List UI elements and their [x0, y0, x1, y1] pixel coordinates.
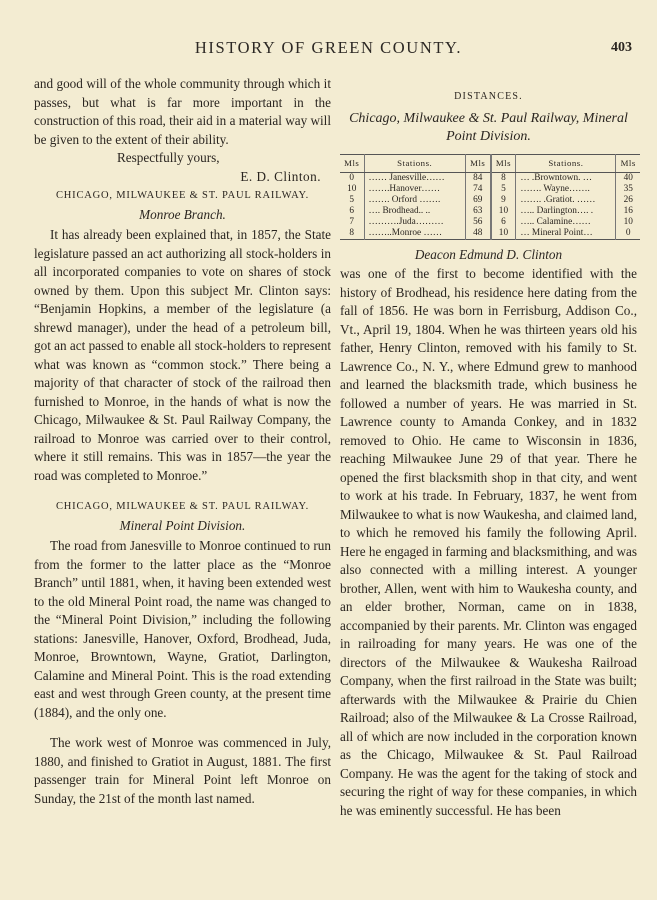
paragraph-construction: The work west of Monroe was commenced in July, 1880, and finished to Gratiot in August, 1881. The first passenger train for Mineral Point left Monroe on Sunday, the 21st of the month last named.: [34, 735, 331, 806]
table-row: [340, 206, 640, 217]
table-cell: ……. .Gratiot. ……: [516, 195, 616, 206]
table-cell: 9: [491, 195, 516, 206]
table-cell: 8: [340, 228, 364, 240]
table-cell: 0: [625, 227, 631, 238]
table-cell: 0: [340, 172, 364, 184]
table-cell: 6: [340, 206, 364, 217]
table-cell: 6: [491, 217, 516, 228]
table-cell: 56: [465, 217, 490, 228]
subheading-mineral-point: Mineral Point Division.: [119, 517, 246, 533]
col-header: Stations.: [516, 154, 616, 172]
table-cell: … Mineral Point…: [516, 228, 616, 240]
table-cell: ……..Monroe ……: [364, 228, 465, 240]
distances-table: [340, 154, 640, 240]
biography: [340, 265, 637, 820]
table-row: [340, 217, 640, 228]
table-cell: 63: [465, 206, 490, 217]
paragraph-biography: was one of the first to become identified with the history of Brodhead, his residence here dating from the fall of 1856. He was born in Ferrisburg, Addison Co., Vt., April 19, 1804. When he was thirteen years old his father, Henry Clinton, removed with his family to St. Lawrence Co., N. Y., where Edmund grew to manhood and learned the blacksmith trade, which business he followed a number of years. He was married in St. Lawrence county to Amanda Conkey, and in 1832 removed to Ohio. He came to Wisconsin in 1836, reaching Milwaukee June 29 of that year. There he opened the first blacksmith shop in that city, and went to work at his trade. In February, 1837, he went from Milwaukee to what is now Waukesha, and claimed land, to which he removed his family the following April. Here he engaged in farming and blacksmithing, and was also connected with a milling interest. A younger brother, Allen, went with him to Waukesha county, and an elder brother, Norman, came on in 1838, accompanied by their parents. Mr. Clinton was engaged in railroading for many years. He was one of the directors of the Milwaukee & Waukesha Railroad Company, when the first railroad in the State was built; afterwards with the Milwaukee & Prairie du Chien Railroad; also of the Milwaukee & La Crosse Railroad, all of which are now included in the corporation known as the Chicago, Milwaukee & St. Paul Railroad Company. He was the agent for the taking of stock and securing the right of way for these companies, in which he was eminently successful. He has been: [340, 266, 637, 818]
right-column: [340, 88, 637, 820]
table-cell: 7: [340, 217, 364, 228]
table-cell: ……….Juda………: [364, 217, 465, 228]
table-cell: 35: [623, 183, 633, 194]
table-cell: 5: [491, 184, 516, 195]
col-header: Stations.: [364, 154, 465, 172]
table-cell: 74: [465, 184, 490, 195]
running-title: HISTORY OF GREEN COUNTY.: [194, 38, 463, 57]
table-cell: 10: [491, 206, 516, 217]
section-heading-railway: CHICAGO, MILWAUKEE & ST. PAUL RAILWAY.: [55, 190, 310, 201]
table-cell: 48: [465, 228, 490, 240]
page-header: [0, 38, 657, 62]
table-cell: 8: [491, 172, 516, 184]
table-cell: ….. Calamine……: [516, 217, 616, 228]
col-header: Mls: [465, 154, 490, 172]
left-column: [34, 75, 331, 808]
col-header: Mls: [491, 154, 516, 172]
table-cell: ……. Wayne…….: [516, 184, 616, 195]
page-number: 403: [611, 40, 632, 55]
col-header: Mls: [616, 154, 640, 172]
distances-header-row: [340, 154, 640, 172]
table-cell: … .Browntown. …: [516, 172, 616, 184]
distances-subtitle: Chicago, Milwaukee & St. Paul Railway, Mineral Point Division.: [349, 110, 628, 144]
table-cell: 40: [623, 172, 633, 183]
table-row: [340, 172, 640, 184]
table-cell: 10: [623, 216, 633, 227]
table-cell: ….. Darlington…. .: [516, 206, 616, 217]
table-cell: 10: [340, 184, 364, 195]
table-cell: …….Hanover……: [364, 184, 465, 195]
col-header: Mls: [340, 154, 364, 172]
table-row: [340, 184, 640, 195]
section-heading-railway-2: CHICAGO, MILWAUKEE & ST. PAUL RAILWAY.: [55, 501, 310, 512]
table-cell: …… Janesville……: [364, 172, 465, 184]
table-cell: 26: [623, 194, 633, 205]
table-cell: 10: [491, 228, 516, 240]
distances-title: DISTANCES.: [454, 91, 523, 102]
table-cell: ……. Orford …….: [364, 195, 465, 206]
letter-closing: Respectfully yours,: [117, 150, 220, 165]
paragraph-mineral-point: The road from Janesville to Monroe continued to run from the former to the latter place as the “Monroe Branch” until 1881, when, it having been extended west to the old Mineral Point road, the name was changed to the “Mineral Point Division,” including the following stations: Janesville, Hanover, Oxford, Brodhead, Juda, Monroe, Browntown, Wayne, Gratiot, Darlington, Calamine and Mineral Point. This is the road extending east and west through Green county, at the present time (1884), and the only one.: [34, 538, 331, 720]
table-row: [340, 195, 640, 206]
table-cell: 16: [623, 205, 633, 216]
letter-signature: E. D. Clinton.: [240, 168, 321, 184]
paragraph-monroe-branch: It has already been explained that, in 1857, the State legislature passed an act authorizing all stock-holders in all incorporated companies to vote on shares of stock owned by them. Upon this subject Mr. Clinton says: “Benjamin Hopkins, a member of the legislature (a shrewd manager), under the head of a petroleum bill, got an act passed to enable all stock-holders to represent what was known as “common stock.” There being a majority of that character of stock of the railroad then furnished to Monroe, in the hands of what is now the Chicago, Milwaukee & St. Paul Railway Company, the railroad to Monroe was carried over to their control, where it still remains. This was in 1857—the year the road was completed to Monroe.”: [34, 227, 331, 483]
table-cell: 69: [465, 195, 490, 206]
biography-title: Deacon Edmund D. Clinton: [414, 246, 563, 262]
subheading-monroe-branch: Monroe Branch.: [139, 206, 226, 222]
table-row: [340, 228, 640, 240]
table-cell: …. Brodhead.. ..: [364, 206, 465, 217]
table-cell: 84: [465, 172, 490, 184]
paragraph-letter-end: and good will of the whole community through which it passes, but what is far more important in the construction of this road, their aid in a material way will be given to the extent of their ability.: [34, 76, 332, 147]
table-cell: 5: [340, 195, 364, 206]
